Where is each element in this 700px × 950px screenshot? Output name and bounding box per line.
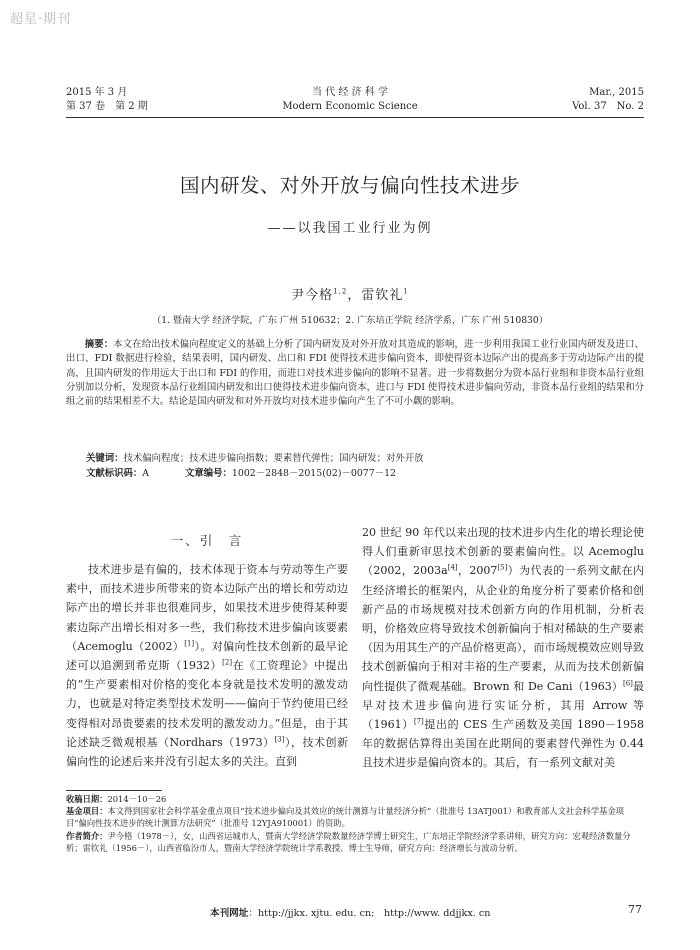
footnote-received (66, 793, 644, 805)
abstract (66, 338, 644, 409)
body-text: 技术进步是有偏的，技术体现于资本与劳动等生产要素中，而技术进步所带来的资本边际产出的增长和劳动边际产出的增长并非也很难同步，如果技术进步使得某种要素边际产出增长相对多一些，我们称技术进步偏向该要素（Acemoglu（2002） (66, 563, 348, 653)
bio-text: 尹今格（1978－），女，山西省运城市人，暨南大学经济学院数量经济学博士研究生，广东培正学院经济学系讲师，研究方向：宏观经济数量分析；雷钦礼（1956－），山西省临汾市人，暨南大学经济学院统计学系教授、博士生导师，研究方向：经济增长与波动分析。 (66, 830, 631, 853)
footnote-rule (66, 790, 162, 791)
abstract-text: 本文在给出技术偏向程度定义的基础上分析了国内研发及对外开放对其造成的影响，进一步利用我国工业行业国内研发及进口、出口、FDI 数据进行检验，结果表明，国内研发、出口和 FDI 使得技术进步偏向资本，即使得资本边际产出的提高多于劳动边际产出的提高，且国内研发的作用远大于出口和 FDI 的作用，而进口对技术进步偏向的影响不显著。进一步将数据分为资本品行业组和非资本品行业组分别加以分析，发现资本品行业组国内研发和出口使得技术进步偏向资本，进口与 FDI 使得技术进步偏向劳动，非资本品行业组的结果和分组之前的结果相差不大。结论是国内研发和对外开放均对技术进步偏向产生了不可小觑的影响。 (66, 339, 644, 408)
received-label: 收稿日期： (66, 794, 108, 804)
header-rule (66, 117, 644, 118)
body-paragraph (362, 523, 644, 773)
author-name: 雷钦礼 (361, 288, 404, 303)
body-text: ），技术创新偏向性的论述后来并没有引起太多的关注。直到 (66, 735, 348, 769)
author-name: 尹今格 (291, 288, 334, 303)
journal-name-cn: 当 代 经 济 科 学 (312, 87, 388, 98)
body-text: 提出的 CES 生产函数及美国 1890－1958 年的数据估算得出美国在此期间的要素替代弹性为 0.44 且技术进步是偏向资本的。其后，有一系列文献对美 (362, 718, 644, 770)
website-urls: ：http://jjkx. xjtu. edu. cn; http://www. ddjjkx. cn (248, 908, 491, 919)
fund-label: 基金项目： (66, 806, 108, 817)
watermark-logo: 超星·期刊 (10, 12, 72, 27)
footnote-fund (66, 805, 644, 829)
article-subtitle: ——以我国工业行业为例 (267, 221, 433, 236)
classification-line (86, 467, 646, 481)
body-text: 在《工资理论》中提出的“生产要素相对价格的变化本身就是技术发明的激发动力，也就是对特定类型技术发明——偏向于节约使用已经变得相对昂贵要素的技术发明的激发动力。”但是，由于其论述缺乏微观根基（Nordhars（1973） (66, 659, 349, 749)
footnotes (66, 793, 644, 854)
header-date-en: Mar., 2015 (589, 87, 644, 98)
body-text: ）为代表的一系列文献在内生经济增长的框架内，从企业的角度分析了要素价格和创新产品的市场规模对技术创新方向的作用机制，分析表明，价格效应将导致技术创新偏向于相对稀缺的生产要素（因为用其生产的产品价格更高），而市场规模效应则导致技术创新偏向于相对丰裕的生产要素，从而为技术创新偏向性提供了微观基础。Brown 和 De Cani（1963） (362, 564, 645, 693)
bio-label: 作者简介： (66, 830, 108, 841)
journal-name-en: Modern Economic Science (282, 101, 418, 112)
body-paragraph (66, 560, 348, 771)
body-text: 20 世纪 90 年代以来出现的技术进步内生化的增长理论使得人们重新审思技术创新的要素偏向性。以 Acemoglu（2002，2003a (362, 526, 644, 578)
citation-ref: [3] (274, 735, 285, 744)
article-title: 国内研发、对外开放与偏向性技术进步 (179, 174, 520, 197)
doc-code-label: 文献标识码： (86, 468, 143, 479)
author-separator: ， (347, 288, 362, 303)
article-number-label: 文章编号： (185, 468, 232, 479)
body-left-column (66, 560, 348, 771)
header-volume-en: Vol. 37 No. 2 (572, 101, 644, 112)
citation-ref: [6] (622, 678, 633, 687)
keywords-label: 关键词： (86, 453, 124, 464)
doc-code: A (142, 468, 150, 479)
author-list (0, 284, 700, 303)
section-heading: 一、引 言 (170, 533, 244, 548)
body-text: 最早对技术进步偏向进行实证分析，其用 Arrow 等（1961） (362, 679, 645, 732)
page-number: 77 (628, 903, 642, 916)
citation-ref: [7] (413, 717, 424, 726)
fund-text: 本文得到国家社会科学基金重点项目“技术进步偏向及其效应的统计测算与计量经济分析”（批准号 13ATJ001）和教育部人文社会科学基金项目“偏向性技术进步的统计测算方法研究”（批准号 12YJA910001）的资助。 (66, 806, 625, 829)
website-label: 本刊网址 (210, 908, 249, 919)
body-right-column (362, 523, 644, 773)
author-affil-mark: 1 (403, 287, 409, 296)
footnote-bio (66, 830, 644, 854)
body-text: ）。对偏向性技术创新的最早论述可以追溯到希克斯（1932） (66, 639, 348, 673)
article-number: 1002－2848－2015(02)－0077－12 (231, 468, 397, 479)
header-right (572, 86, 644, 114)
author-affil-mark: 1,2 (333, 287, 348, 296)
header-date: 2015 年 3 月 (66, 87, 128, 98)
keywords-text: 技术偏向程度；技术进步偏向指数；要素替代弹性；国内研发；对外开放 (123, 453, 424, 464)
citation-ref: [5] (497, 563, 508, 572)
citation-ref: [2] (222, 658, 233, 667)
journal-website (210, 905, 490, 919)
author-affiliation: （1. 暨南大学 经济学院，广东 广州 510632；2. 广东培正学院 经济学系，广东 广州 510830） (152, 315, 548, 326)
abstract-label: 摘要： (84, 339, 114, 350)
citation-ref: [4] (447, 563, 458, 572)
citation-ref: [1] (184, 639, 195, 648)
body-text: ，2007 (457, 564, 498, 578)
header-volume: 第 37 卷 第 2 期 (66, 101, 148, 112)
keywords (86, 452, 646, 466)
received-date: 2014－10－26 (107, 794, 167, 804)
